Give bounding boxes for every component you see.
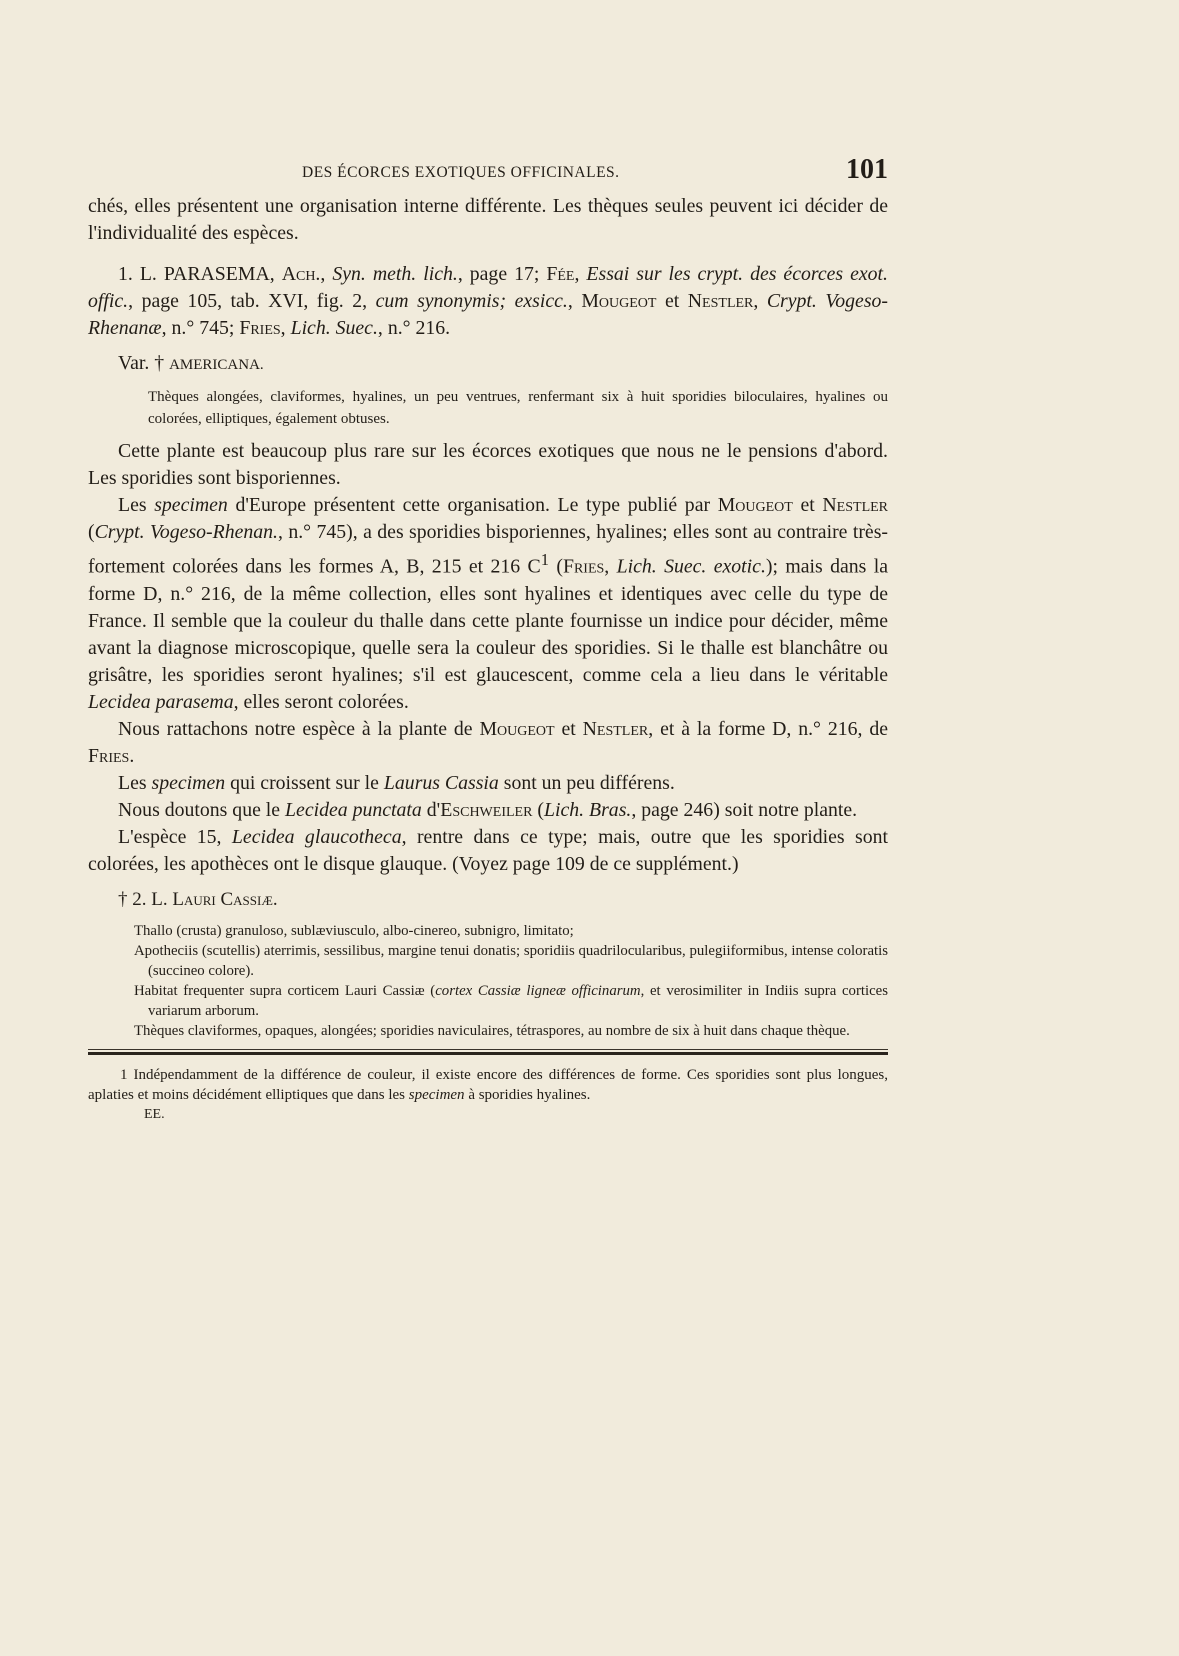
diagnosis-thallus: Thallo (crusta) granuloso, sublæviusculo, albo-cinereo, subnigro, limitato; <box>134 922 574 939</box>
footnote-rule-thin <box>88 1049 888 1050</box>
species-entry-lauri-cassiae: † 2. L. Lauri Cassiæ. <box>118 888 278 910</box>
running-head: DES ÉCORCES EXOTIQUES OFFICINALES. <box>302 164 620 181</box>
diagnosis-theques: Thèques claviformes, opaques, alongées; sporidies naviculaires, tétraspores, au nombre de six à huit dans chaque thèque. <box>134 1022 850 1039</box>
paragraph-glaucotheca: L'espèce 15, Lecidea glaucotheca, rentre dans ce type; mais, outre que les sporidies sont colorées, les apothèces ont le disque glauque. (Voyez page 109 de ce supplément.) <box>88 825 888 875</box>
footnote-ref: 1 <box>540 550 549 569</box>
paragraph-specimen: Les specimen d'Europe présentent cette organisation. Le type publié par Mougeot et Nestler (Crypt. Vogeso-Rhenan., n.° 745), a des sporidies bisporiennes, hyalines; elles sont au contraire très-fortement colorées dans les formes A, B, 215 et 216 $C^1$ (Fries, Lich. Suec. exotic.); mais dans la forme D, n.° 216, de la même collection, elles sont hyalines et identiques avec celle du type de France. Il semble que la couleur du thalle dans cette plante fournisse un indice pour décider, même avant la diagnose microscopique, quelle sera la couleur des sporidies. Si le thalle est blanchâtre ou grisâtre, les sporidies seront hyalines; s'il est glaucescent, comme cela a lieu dans le véritable Lecidea parasema, elles seront colorées. <box>88 494 889 713</box>
diagnosis-apothecia: Apotheciis (scutellis) aterrimis, sessilibus, margine tenui donatis; sporidiis quadrilocularibus, pulegiiformibus, intense coloratis (succineo colore). <box>134 942 888 979</box>
paragraph-continuation: chés, elles présentent une organisation interne différente. Les thèques seules peuvent ici décider de l'individualité des espèces. <box>88 195 888 244</box>
paragraph-punctata: Nous doutons que le Lecidea punctata d'Eschweiler (Lich. Bras., page 246) soit notre plante. <box>118 798 858 821</box>
paragraph-laurus: Les specimen qui croissent sur le Laurus Cassia sont un peu différens. <box>118 771 675 794</box>
paragraph-attach: Nous rattachons notre espèce à la plante de Mougeot et Nestler, et à la forme D, n.° 216, de Fries. <box>88 717 889 767</box>
variety-heading: Var. † AMERICANA. <box>118 352 264 374</box>
footnote-mark: 1 <box>120 1066 128 1083</box>
diagnosis-habitat: Habitat frequenter supra corticem Lauri Cassiæ (cortex Cassiæ ligneæ officinarum, et verosimiliter in Indiis supra cortices variarum arborum. <box>134 982 888 1019</box>
page-number: 101 <box>846 154 888 185</box>
latin-diagnosis <box>88 921 888 1041</box>
signature-mark: EE. <box>144 1106 165 1122</box>
page-body <box>88 193 888 1123</box>
paragraph-rarity: Cette plante est beaucoup plus rare sur les écorces exotiques que nous ne le pensions d'abord. Les sporidies sont bisporiennes. <box>88 440 888 489</box>
footnote: 1 Indépendamment de la différence de couleur, il existe encore des différences de forme. Ces sporidies sont plus longues, aplaties et moins décidément elliptiques que dans les specimen à sporidies hyalines. <box>88 1066 888 1103</box>
page-header <box>88 154 888 188</box>
variety-description: Thèques alongées, claviformes, hyalines, un peu ventrues, renfermant six à huit sporidies biloculaires, hyalines ou colorées, elliptiques, également obtuses. <box>148 389 888 427</box>
species-entry-parasema: 1. L. PARASEMA, Ach., Syn. meth. lich., page 17; Fée, Essai sur les crypt. des écorces exot. offic., page 105, tab. XVI, fig. 2, cum synonymis; exsicc., Mougeot et Nestler, Crypt. Vogeso-Rhenanæ, n.° 745; Fries, Lich. Suec., n.° 216. <box>88 263 889 339</box>
